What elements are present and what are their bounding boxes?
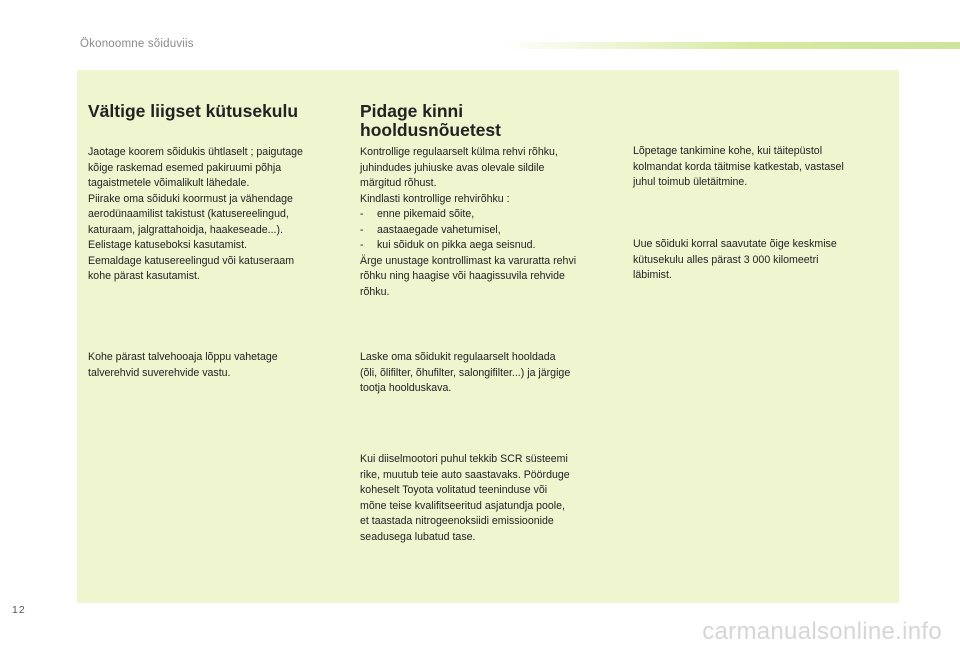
section-title: Ökonoomne sõiduviis — [80, 38, 194, 50]
heading-avoid-excess-fuel: Vältige liigset kütusekulu — [88, 101, 299, 121]
paragraph-winter-tyres: Kohe pärast talvehooaja lõppu vahetage talverehvid suverehvide vastu. — [88, 351, 278, 379]
paragraph-refuelling: Lõpetage tankimine kohe, kui täitepüstol kolmandat korda täitmise katkestab, vastasel juhul toimub ületäitmine. — [633, 145, 844, 188]
list-item: - kui sõiduk on pikka aega seisnud. — [360, 239, 536, 251]
heading-maintenance — [360, 102, 620, 140]
tyre-check-list — [360, 207, 620, 254]
column-fuel-consumption — [88, 101, 336, 379]
paragraph-regular-service: Laske oma sõidukit regulaarselt hooldada (õli, õlifilter, õhufilter, salongifilter...) ja järgige tootja hoolduskava. — [360, 351, 571, 394]
content-panel — [77, 70, 899, 603]
column-refuelling — [633, 144, 893, 281]
paragraph-new-vehicle: Uue sõiduki korral saavutate õige keskmise kütusekulu alles pärast 3 000 kilomeetri läbimist. — [633, 238, 837, 281]
list-item: - enne pikemaid sõite, — [360, 208, 475, 220]
list-item: - aastaaegade vahetumisel, — [360, 223, 501, 236]
watermark: carmanualsonline.info — [702, 618, 942, 645]
heading-maintenance-line2: hooldusnõuetest — [360, 120, 501, 140]
paragraph-load-distribution: Jaotage koorem sõidukis ühtlaselt ; paigutage kõige raskemad esemed pakiruumi põhja tagaistmetele võimalikult lähedale. Piirake oma sõiduki koormust ja vähendage aerodünaamilist takistust (katusereelingud, katuraam, jalgrattahoidja, haakeseade...). Eelistage katuseboksi kasutamist. Eemaldage katusereelingud või katuseraam kohe pärast kasutamist. — [88, 146, 303, 282]
paragraph-tyre-pressure: Kontrollige regulaarselt külma rehvi rõhku, juhindudes juhiuske avas olevale sildile märgitud rõhust. Kindlasti kontrollige rehvirõhku : — [360, 146, 558, 205]
heading-maintenance-line1: Pidage kinni — [360, 101, 464, 121]
header-accent-bar — [500, 42, 960, 49]
page-number: 12 — [12, 604, 26, 616]
paragraph-spare-tyre: Ärge unustage kontrollimast ka varuratta rehvi rõhku ning haagise või haagissuvila rehvide rõhku. — [360, 254, 577, 298]
column-maintenance — [360, 101, 620, 543]
paragraph-scr-fault: Kui diiselmootori puhul tekkib SCR süsteemi rike, muutub teie auto saastavaks. Pöörduge koheselt Toyota volitatud teeninduse või mõne teise kvalifitseeritud asjatundja poole, et taastada nitrogeenoksiidi emissioonide seadusega lubatud tase. — [360, 453, 570, 543]
